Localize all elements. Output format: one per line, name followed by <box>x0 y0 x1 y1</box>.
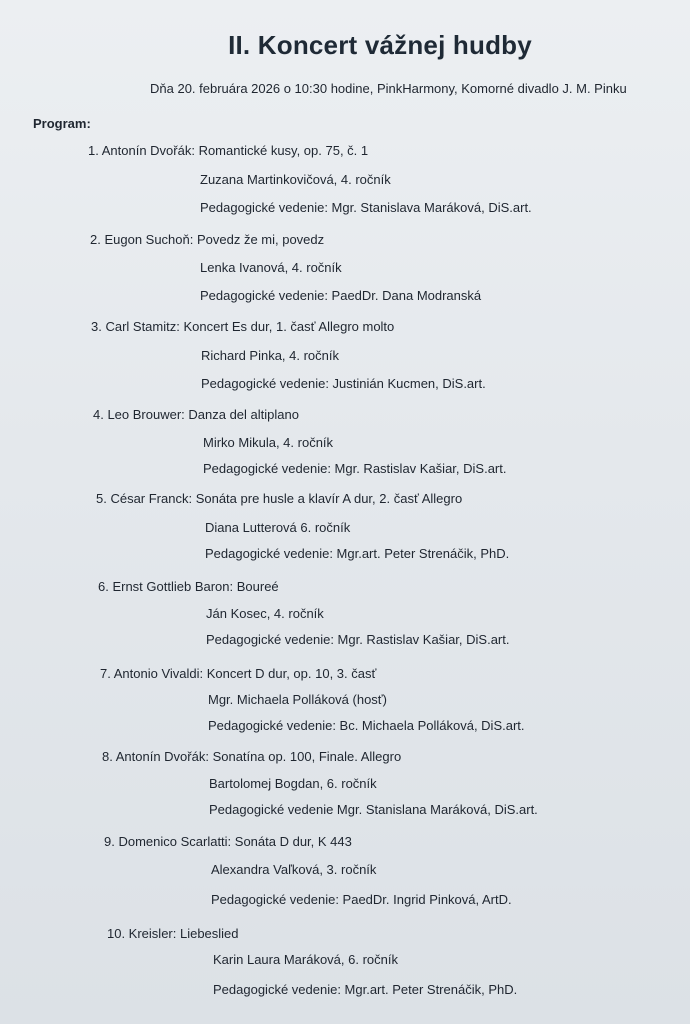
program-item-performer: Karin Laura Maráková, 6. ročník <box>213 952 398 967</box>
program-item-teacher: Pedagogické vedenie: Mgr. Rastislav Kašiar, DiS.art. <box>203 461 507 476</box>
program-item-piece: 7. Antonio Vivaldi: Koncert D dur, op. 10, 3. časť <box>100 666 377 681</box>
program-item-teacher: Pedagogické vedenie: PaedDr. Ingrid Pinková, ArtD. <box>211 892 512 907</box>
program-item-teacher: Pedagogické vedenie: PaedDr. Dana Modranská <box>200 288 482 303</box>
program-item-performer: Mgr. Michaela Polláková (hosť) <box>208 692 388 707</box>
program-item-performer: Ján Kosec, 4. ročník <box>206 606 324 621</box>
program-item-piece: 9. Domenico Scarlatti: Sonáta D dur, K 443 <box>104 834 352 849</box>
page-title: II. Koncert vážnej hudby <box>228 30 532 60</box>
program-item-piece: 2. Eugon Suchoň: Povedz že mi, povedz <box>90 232 325 247</box>
program-item-teacher: Pedagogické vedenie: Mgr.art. Peter Strenáčik, PhD. <box>213 982 518 997</box>
program-item-performer: Alexandra Vaľková, 3. ročník <box>211 862 377 877</box>
program-item-performer: Mirko Mikula, 4. ročník <box>203 435 334 450</box>
program-item-piece: 1. Antonín Dvořák: Romantické kusy, op. 75, č. 1 <box>88 143 369 158</box>
program-item-teacher: Pedagogické vedenie: Bc. Michaela Polláková, DiS.art. <box>208 718 525 733</box>
program-item-piece: 6. Ernst Gottlieb Baron: Boureé <box>98 579 279 594</box>
program-item-piece: 8. Antonín Dvořák: Sonatína op. 100, Finale. Allegro <box>102 749 402 764</box>
program-label: Program: <box>33 116 91 131</box>
program-item-piece: 4. Leo Brouwer: Danza del altiplano <box>93 407 299 422</box>
program-item-piece: 5. César Franck: Sonáta pre husle a klavír A dur, 2. časť Allegro <box>96 491 463 506</box>
program-item-performer: Richard Pinka, 4. ročník <box>201 348 340 363</box>
program-item-teacher: Pedagogické vedenie: Justinián Kucmen, DiS.art. <box>201 376 486 391</box>
program-item-performer: Diana Lutterová 6. ročník <box>205 520 351 535</box>
program-item-piece: 3. Carl Stamitz: Koncert Es dur, 1. časť Allegro molto <box>91 319 395 334</box>
program-item-teacher: Pedagogické vedenie: Mgr. Stanislava Maráková, DiS.art. <box>200 200 532 215</box>
program-item-teacher: Pedagogické vedenie Mgr. Stanislana Maráková, DiS.art. <box>209 802 538 817</box>
program-item-teacher: Pedagogické vedenie: Mgr.art. Peter Strenáčik, PhD. <box>205 546 510 561</box>
event-details: Dňa 20. februára 2026 o 10:30 hodine, PinkHarmony, Komorné divadlo J. M. Pinku <box>150 81 627 96</box>
program-item-piece: 10. Kreisler: Liebeslied <box>107 926 239 941</box>
program-item-performer: Zuzana Martinkovičová, 4. ročník <box>200 172 391 187</box>
program-item-performer: Bartolomej Bogdan, 6. ročník <box>209 776 377 791</box>
program-item-teacher: Pedagogické vedenie: Mgr. Rastislav Kašiar, DiS.art. <box>206 632 510 647</box>
program-item-performer: Lenka Ivanová, 4. ročník <box>200 260 342 275</box>
